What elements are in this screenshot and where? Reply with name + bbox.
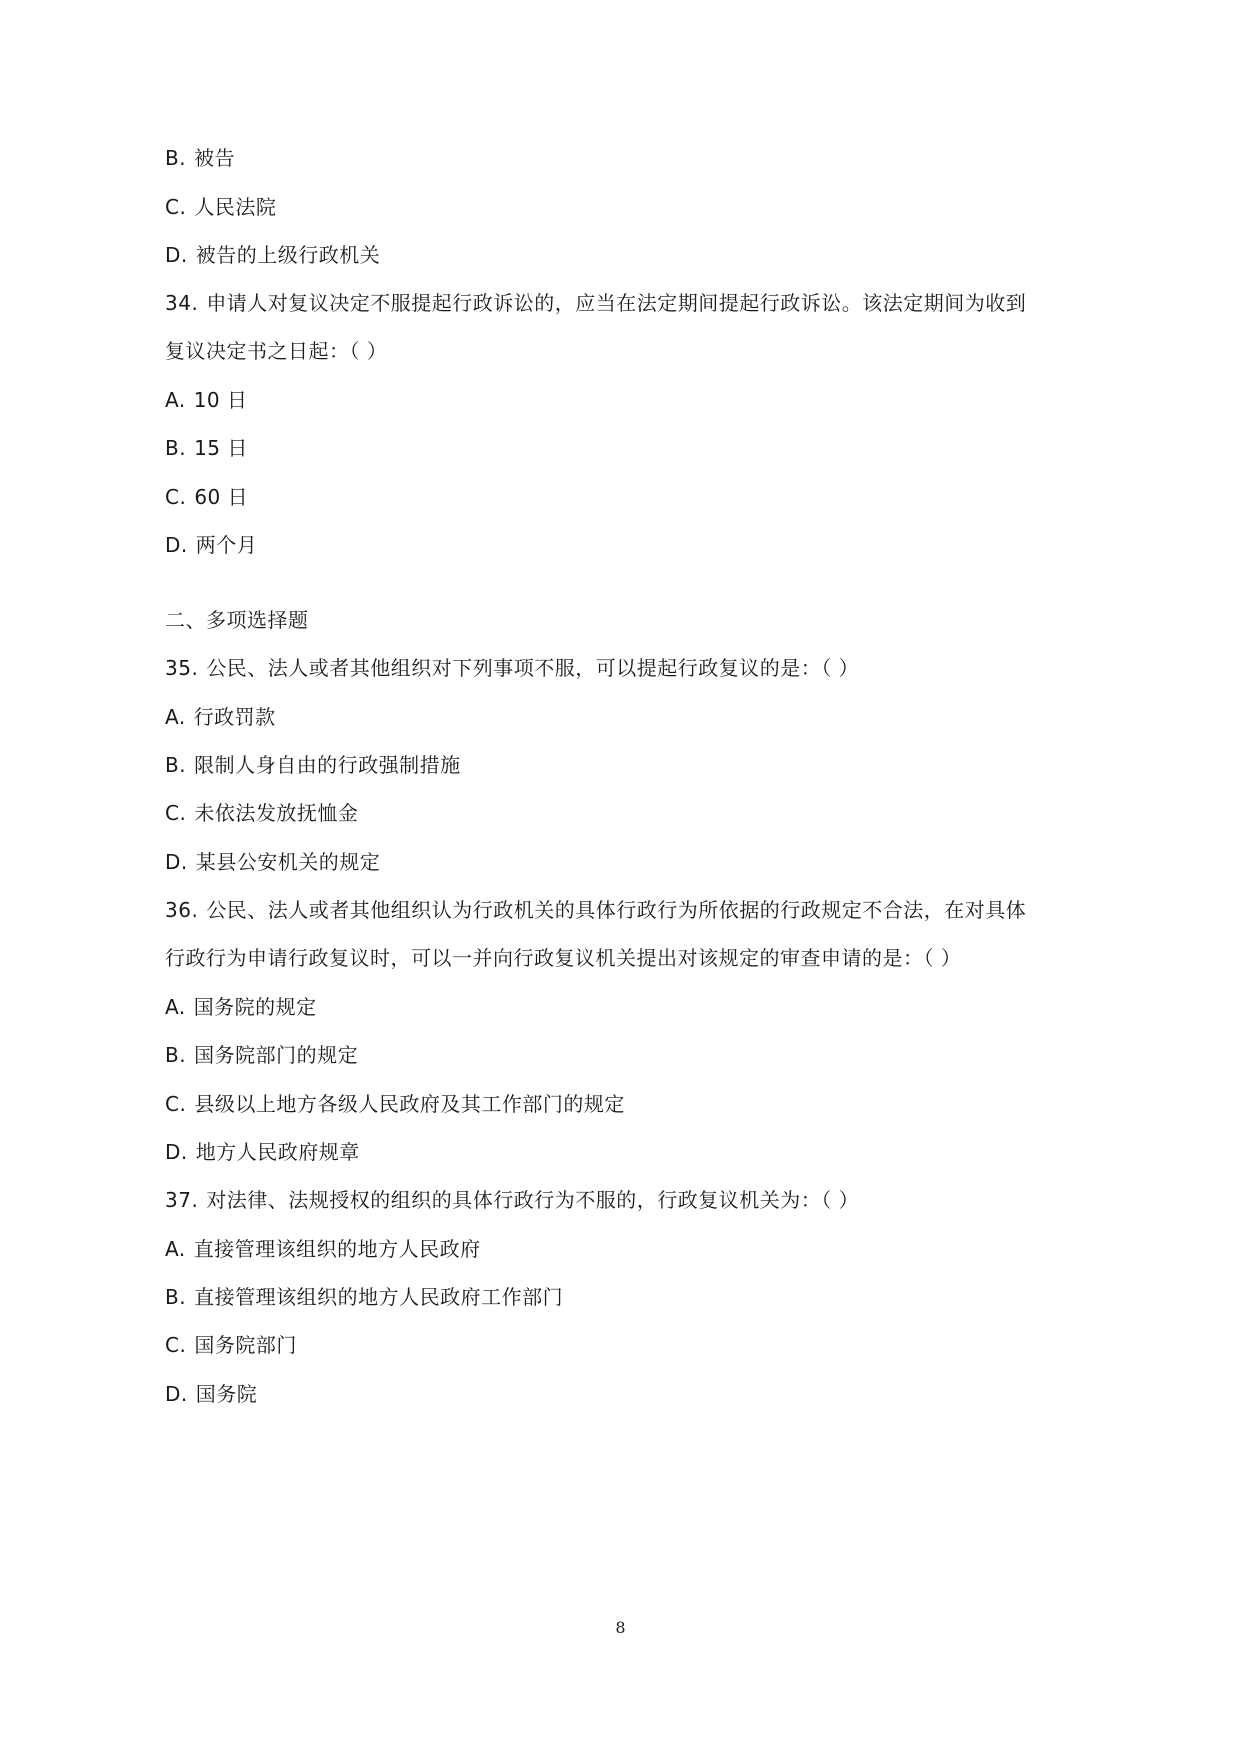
option-label: B. xyxy=(165,1285,187,1309)
option-label: A. xyxy=(165,995,186,1019)
question-36-option-b xyxy=(165,1041,358,1069)
prev-option-d xyxy=(165,241,380,269)
question-text: 复议决定书之日起：（ ） xyxy=(165,339,388,363)
option-label: C. xyxy=(165,1092,187,1116)
question-text: 公民、法人或者其他组织对下列事项不服，可以提起行政复议的是：（ ） xyxy=(206,656,860,680)
question-37-option-d xyxy=(165,1380,257,1408)
option-label: B. xyxy=(165,146,187,170)
section-heading: 二、多项选择题 xyxy=(165,608,309,632)
question-number: 37. xyxy=(165,1188,199,1212)
question-text: 公民、法人或者其他组织认为行政机关的具体行政行为所依据的行政规定不合法，在对具体 xyxy=(206,898,1027,922)
option-label: D. xyxy=(165,533,188,557)
option-label: D. xyxy=(165,1382,188,1406)
option-text: 某县公安机关的规定 xyxy=(195,850,381,874)
question-37-option-a xyxy=(165,1235,481,1263)
question-text: 申请人对复议决定不服提起行政诉讼的，应当在法定期间提起行政诉讼。该法定期间为收到 xyxy=(206,291,1027,315)
option-text: 人民法院 xyxy=(194,195,277,219)
question-text: 行政行为申请行政复议时，可以一并向行政复议机关提出对该规定的审查申请的是：（ ） xyxy=(165,946,962,970)
option-label: D. xyxy=(165,1140,188,1164)
question-36-stem-line1 xyxy=(165,896,1026,924)
prev-option-c xyxy=(165,193,276,221)
option-label: C. xyxy=(165,1333,187,1357)
option-text: 直接管理该组织的地方人民政府工作部门 xyxy=(194,1285,564,1309)
question-35-option-c xyxy=(165,799,358,827)
option-text: 被告 xyxy=(194,146,236,170)
question-36-stem-line2 xyxy=(165,944,961,972)
option-text: 60 日 xyxy=(194,485,249,509)
question-34-stem-line1 xyxy=(165,289,1026,317)
option-label: A. xyxy=(165,1237,186,1261)
option-text: 国务院部门 xyxy=(194,1333,297,1357)
option-text: 被告的上级行政机关 xyxy=(195,243,381,267)
question-35-option-a xyxy=(165,703,276,731)
question-37-option-c xyxy=(165,1331,297,1359)
question-34-option-c xyxy=(165,483,248,511)
option-text: 限制人身自由的行政强制措施 xyxy=(194,753,461,777)
option-text: 直接管理该组织的地方人民政府 xyxy=(193,1237,481,1261)
question-36-option-a xyxy=(165,993,317,1021)
option-label: A. xyxy=(165,388,186,412)
option-text: 15 日 xyxy=(194,436,248,460)
question-34-option-d xyxy=(165,531,257,559)
option-label: B. xyxy=(165,436,187,460)
question-35-stem xyxy=(165,654,859,682)
option-text: 两个月 xyxy=(195,533,258,557)
option-text: 国务院部门的规定 xyxy=(194,1043,359,1067)
question-36-option-d xyxy=(165,1138,360,1166)
option-label: C. xyxy=(165,485,187,509)
question-37-stem xyxy=(165,1186,859,1214)
option-text: 行政罚款 xyxy=(193,705,276,729)
question-34-option-b xyxy=(165,434,248,462)
page-number: 8 xyxy=(615,1618,626,1637)
option-label: D. xyxy=(165,243,188,267)
question-number: 36. xyxy=(165,898,199,922)
prev-option-b xyxy=(165,144,235,172)
option-text: 国务院 xyxy=(195,1382,258,1406)
option-text: 国务院的规定 xyxy=(193,995,317,1019)
question-35-option-d xyxy=(165,848,380,876)
option-text: 10 日 xyxy=(193,388,248,412)
option-text: 地方人民政府规章 xyxy=(195,1140,360,1164)
option-text: 未依法发放抚恤金 xyxy=(194,801,359,825)
option-label: A. xyxy=(165,705,186,729)
question-text: 对法律、法规授权的组织的具体行政行为不服的，行政复议机关为：（ ） xyxy=(206,1188,860,1212)
question-34-option-a xyxy=(165,386,248,414)
question-37-option-b xyxy=(165,1283,563,1311)
question-35-option-b xyxy=(165,751,461,779)
option-label: B. xyxy=(165,753,187,777)
question-36-option-c xyxy=(165,1090,625,1118)
option-label: C. xyxy=(165,195,187,219)
option-label: C. xyxy=(165,801,187,825)
question-number: 35. xyxy=(165,656,199,680)
option-text: 县级以上地方各级人民政府及其工作部门的规定 xyxy=(194,1092,625,1116)
option-label: B. xyxy=(165,1043,187,1067)
question-number: 34. xyxy=(165,291,199,315)
option-label: D. xyxy=(165,850,188,874)
question-34-stem-line2 xyxy=(165,337,387,365)
